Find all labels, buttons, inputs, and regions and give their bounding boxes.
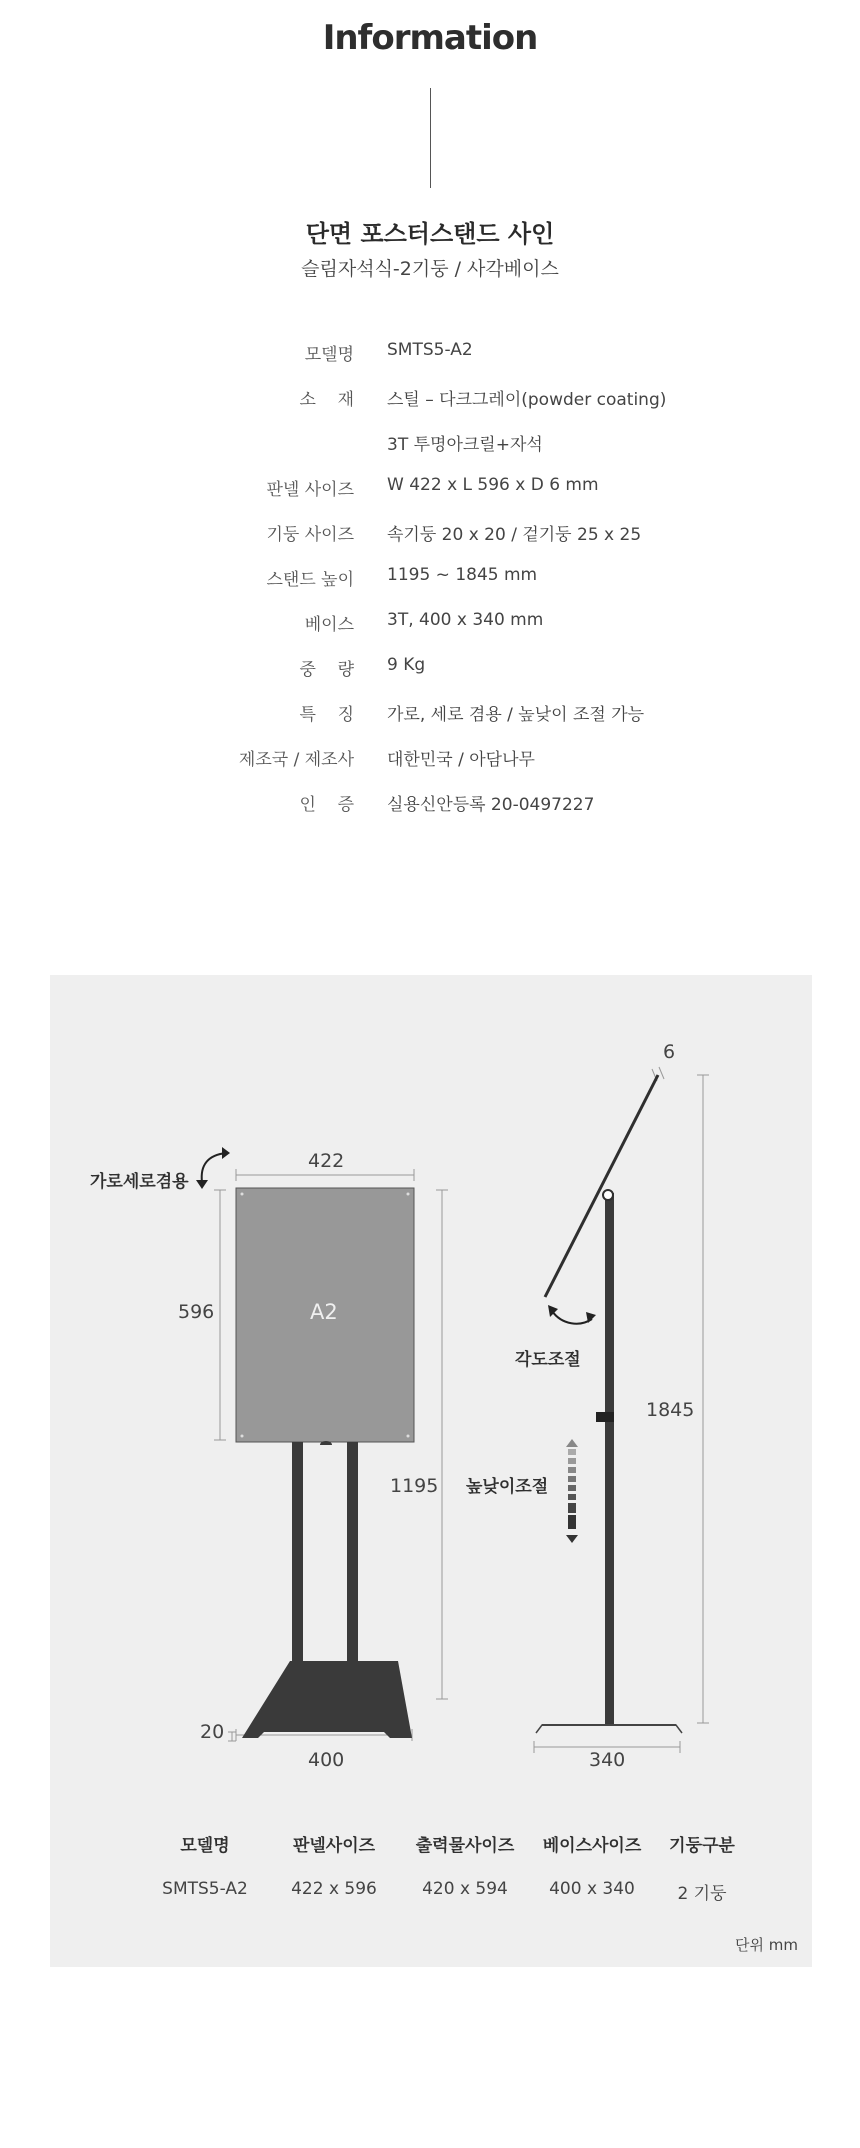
spec-value: W 422 x L 596 x D 6 mm (387, 475, 599, 495)
label-angle: 각도조절 (515, 1350, 581, 1370)
label-rotate: 가로세로겸용 (90, 1172, 189, 1192)
spec-value: 3T 투명아크릴+자석 (387, 435, 543, 455)
spec-label: 베이스 (304, 615, 354, 635)
spec-value: 9 Kg (387, 655, 426, 675)
table-cell: 400 x 340 (549, 1879, 635, 1899)
table-cell: 420 x 594 (422, 1879, 508, 1899)
spec-value: 속기둥 20 x 20 / 겉기둥 25 x 25 (387, 525, 642, 545)
spec-value: 1195 ~ 1845 mm (387, 565, 538, 585)
table-header: 기둥구분 (669, 1836, 735, 1856)
table-cell: 422 x 596 (291, 1879, 377, 1899)
spec-row (0, 385, 860, 430)
spec-value: SMTS5-A2 (387, 340, 473, 360)
spec-row (0, 655, 860, 700)
angle-arrow-icon (552, 1311, 592, 1324)
spec-label: 인 증 (299, 795, 354, 815)
spec-row (0, 520, 860, 565)
dim-stand-height: 1195 (390, 1475, 439, 1497)
spec-label: 제조국 / 제조사 (238, 750, 354, 770)
diagram-drawing (50, 975, 812, 1765)
dim-base-width: 400 (308, 1749, 345, 1771)
spec-label: 모델명 (304, 345, 354, 365)
spec-label: 중 량 (299, 660, 354, 680)
spec-label: 소 재 (299, 390, 354, 410)
spec-row (0, 610, 860, 655)
spec-row (0, 700, 860, 745)
dimension-diagram (50, 975, 812, 1967)
spec-row (0, 340, 860, 385)
spec-label: 기둥 사이즈 (266, 525, 354, 545)
dim-panel-width: 422 (308, 1150, 345, 1172)
spec-value: 스틸 – 다크그레이(powder coating) (387, 390, 667, 410)
panel-size-label: A2 (310, 1300, 338, 1324)
height-arrow-icon (566, 1439, 578, 1543)
dim-panel-thickness: 6 (663, 1041, 676, 1063)
table-header: 출력물사이즈 (415, 1836, 515, 1856)
table-cell: SMTS5-A2 (162, 1879, 248, 1899)
dim-panel-height: 596 (178, 1301, 215, 1323)
table-header: 베이스사이즈 (542, 1836, 642, 1856)
table-header: 모델명 (180, 1836, 230, 1856)
front-stand (242, 1441, 412, 1738)
table-cell: 2 기둥 (677, 1884, 727, 1904)
spec-row (0, 745, 860, 790)
spec-row (0, 430, 860, 475)
product-subtitle: 슬림자석식-2기둥 / 사각베이스 (301, 258, 559, 280)
label-height-adjust: 높낮이조절 (466, 1477, 549, 1497)
spec-row (0, 565, 860, 610)
dim-base-height: 20 (200, 1721, 225, 1743)
dim-max-height: 1845 (646, 1399, 695, 1421)
spec-value: 3T, 400 x 340 mm (387, 610, 544, 630)
spec-value: 대한민국 / 아담나무 (387, 750, 535, 770)
spec-label: 판넬 사이즈 (266, 480, 354, 500)
product-title: 단면 포스터스탠드 사인 (305, 220, 555, 248)
table-header: 판넬사이즈 (292, 1836, 376, 1856)
spec-row (0, 475, 860, 520)
spec-row (0, 790, 860, 835)
page-heading: Information (322, 18, 538, 58)
dim-base-depth: 340 (589, 1749, 626, 1771)
spec-value: 가로, 세로 겸용 / 높낮이 조절 가능 (387, 705, 645, 725)
spec-value: 실용신안등록 20-0497227 (387, 795, 595, 815)
spec-label: 스탠드 높이 (266, 570, 354, 590)
unit-note: 단위 mm (735, 1936, 798, 1954)
spec-label: 특 징 (299, 705, 354, 725)
divider-line (430, 88, 431, 188)
